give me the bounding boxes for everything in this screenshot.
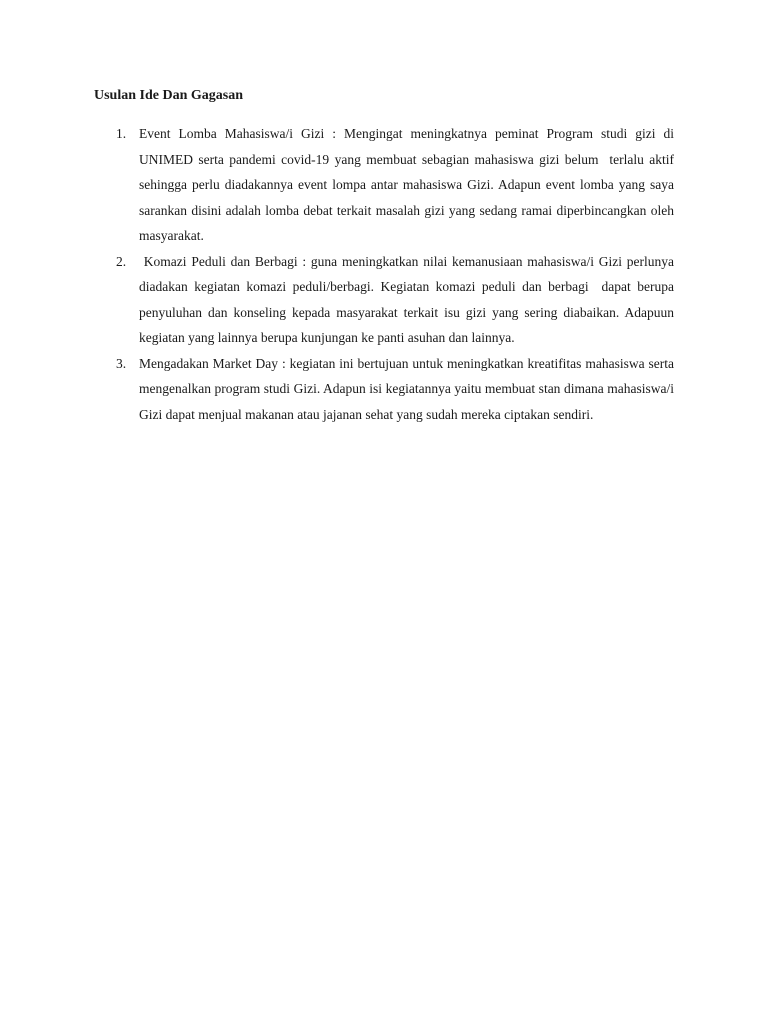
list-item-text: Mengadakan Market Day : kegiatan ini bertujuan untuk meningkatkan kreatifitas mahasiswa serta mengenalkan program studi Gizi. Adapun isi kegiatannya yaitu membuat stan dimana mahasiswa/i Gizi dapat menjual makanan atau jajanan sehat yang sudah mereka ciptakan sendiri. [139, 355, 678, 422]
idea-list-item-1 [0, 121, 768, 249]
list-item-number: 3. [116, 355, 127, 371]
list-item-text: Komazi Peduli dan Berbagi : guna meningkatkan nilai kemanusiaan mahasiswa/i Gizi perlunya diadakan kegiatan komazi peduli/berbagi. Kegiatan komazi peduli dan berbagi dapat berupa penyuluhan dan konseling kepada masyarakat terkait isu gizi yang sering diabaikan. Adapuun kegiatan yang lainnya berupa kunjungan ke panti asuhan dan lainnya. [139, 253, 678, 345]
idea-list-item-3 [0, 351, 768, 428]
list-item-number: 2. [116, 253, 127, 269]
idea-list-item-2 [0, 249, 768, 351]
document-heading: Usulan Ide Dan Gagasan [94, 88, 243, 103]
list-item-text: Event Lomba Mahasiswa/i Gizi : Mengingat meningkatnya peminat Program studi gizi di UNIMED serta pandemi covid-19 yang membuat sebagian mahasiswa gizi belum terlalu aktif sehingga perlu diadakannya event lompa antar mahasiswa Gizi. Adapun event lomba yang saya sarankan disini adalah lomba debat terkait masalah gizi yang sedang ramai diperbincangkan oleh masyarakat. [139, 126, 678, 243]
idea-list [0, 121, 768, 427]
list-item-number: 1. [116, 126, 127, 141]
